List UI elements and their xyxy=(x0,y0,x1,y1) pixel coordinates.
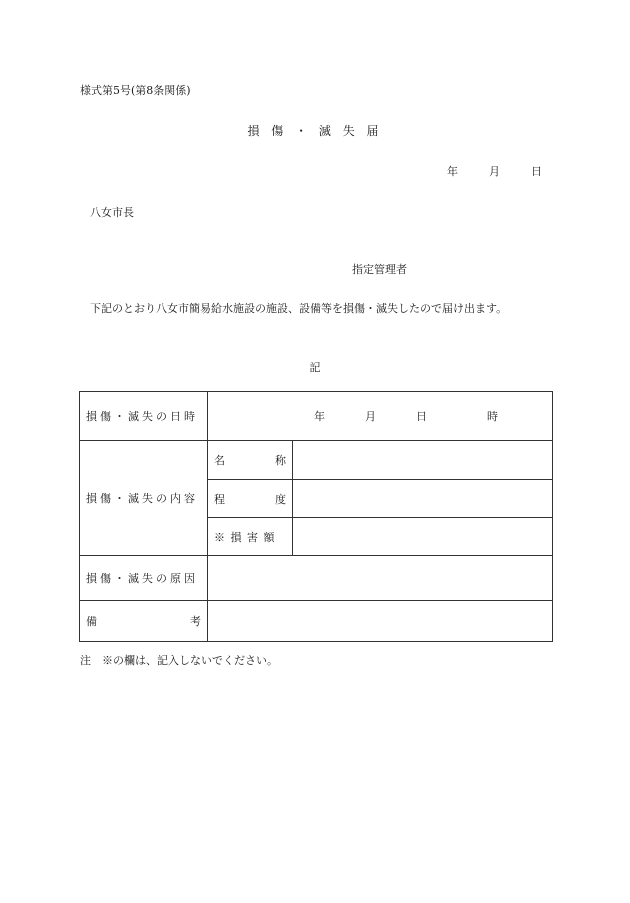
name-label: 名 称 xyxy=(214,454,286,467)
degree-label: 程 度 xyxy=(214,492,286,506)
name-value-cell[interactable] xyxy=(293,441,553,480)
datetime-year-label: 年 xyxy=(314,410,325,423)
datetime-label-cell xyxy=(80,392,208,441)
cause-value-cell[interactable] xyxy=(208,556,553,601)
degree-label-cell xyxy=(208,480,293,518)
datetime-fields xyxy=(214,408,546,424)
datetime-hour-label: 時 xyxy=(487,410,498,423)
footnote: 注 ※の欄は、記入しないでください。 xyxy=(80,654,278,667)
table-row-cause xyxy=(80,556,553,601)
form-table xyxy=(79,391,553,642)
remarks-value-cell[interactable] xyxy=(208,601,553,642)
remarks-label-cell xyxy=(80,601,208,642)
content-label: 損傷・滅失の内容 xyxy=(86,492,198,505)
degree-value-cell[interactable] xyxy=(293,480,553,518)
table-row-content-name xyxy=(80,441,553,480)
document-title xyxy=(0,122,630,139)
table-row-remarks xyxy=(80,601,553,642)
cause-label-cell xyxy=(80,556,208,601)
date-line xyxy=(447,163,542,179)
table-row-datetime xyxy=(80,392,553,441)
datetime-label: 損傷・滅失の日時 xyxy=(86,410,198,423)
remarks-label: 備 考 xyxy=(86,615,201,628)
addressee: 八女市長 xyxy=(90,206,134,219)
name-label-cell xyxy=(208,441,293,480)
date-month-label: 月 xyxy=(489,165,500,178)
datetime-value-cell[interactable] xyxy=(208,392,553,441)
datetime-day-label: 日 xyxy=(416,410,427,423)
document-title-text: 損 傷 ・ 滅 失 届 xyxy=(247,124,383,138)
date-day-label: 日 xyxy=(531,165,542,178)
damage-label-cell xyxy=(208,518,293,556)
damage-value-cell[interactable] xyxy=(293,518,553,556)
body-text: 下記のとおり八女市簡易給水施設の施設、設備等を損傷・滅失したので届け出ます。 xyxy=(90,302,508,315)
content-label-cell xyxy=(80,441,208,556)
cause-label: 損傷・滅失の原因 xyxy=(86,572,198,585)
date-year-label: 年 xyxy=(447,165,458,178)
damage-label: ※ 損 害 額 xyxy=(214,530,276,544)
applicant-label: 指定管理者 xyxy=(352,263,407,276)
ki-heading: 記 xyxy=(309,361,321,374)
datetime-month-label: 月 xyxy=(365,410,376,423)
form-number: 様式第5号(第8条関係) xyxy=(80,84,191,97)
